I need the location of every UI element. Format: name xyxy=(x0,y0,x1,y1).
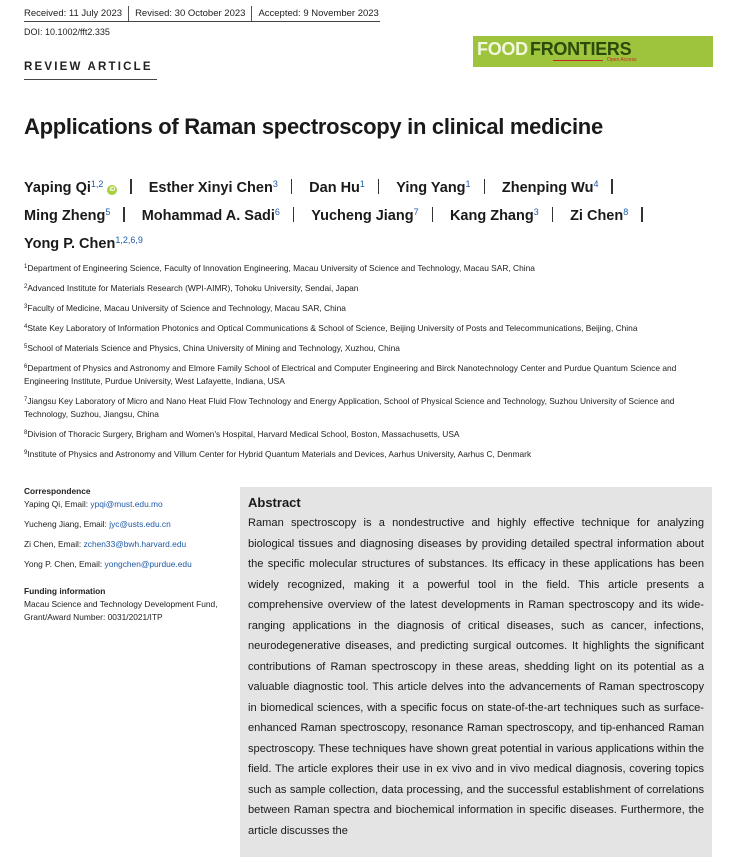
correspondence-item: Yong P. Chen, Email: yongchen@purdue.edu xyxy=(24,559,192,569)
author[interactable]: Mohammad A. Sadi$^6$ xyxy=(142,200,295,228)
affiliation: $^8$Division of Thoracic Surgery, Brigham and Women's Hospital, Harvard Medical School, Boston, Massachusetts, USA xyxy=(24,428,460,439)
correspondence-item: Zi Chen, Email: zchen33@bwh.harvard.edu xyxy=(24,539,187,549)
affiliation: $^1$Department of Engineering Science, Faculty of Innovation Engineering, Macau University of Science and Technology, Macau SAR, China xyxy=(24,263,535,273)
open-access-rule xyxy=(553,60,603,61)
affiliations xyxy=(24,261,714,467)
revised-date: Revised: 30 October 2023 xyxy=(135,8,246,20)
abstract-heading: Abstract xyxy=(248,495,301,510)
author-separator xyxy=(484,179,485,194)
affiliation: $^3$Faculty of Medicine, Macau University of Science and Technology, Macau SAR, China xyxy=(24,303,346,314)
author-list xyxy=(24,172,714,256)
author[interactable]: Yong P. Chen$^{1,2,6,9}$ xyxy=(24,235,143,252)
author[interactable]: Ying Yang$^1$ xyxy=(396,172,485,200)
orcid-icon[interactable]: iD xyxy=(109,187,116,193)
author[interactable]: Esther Xinyi Chen$^3$ xyxy=(149,172,292,200)
email-link[interactable]: ypqi@must.edu.mo xyxy=(90,499,163,509)
author-separator xyxy=(293,207,294,222)
journal-logo-word-1: FOOD xyxy=(477,39,528,59)
affiliation: $^5$School of Materials Science and Physics, China University of Mining and Technology, Xuzhou, China xyxy=(24,343,400,354)
author[interactable]: Yucheng Jiang$^7$ xyxy=(311,200,433,228)
affiliation: $^7$Jiangsu Key Laboratory of Micro and Nano Heat Fluid Flow Technology and Energy Application, School of Physical Science and Technology, Suzhou University of Science and Technology, Suzhou, Jiangsu, China xyxy=(24,396,675,419)
journal-logo[interactable] xyxy=(473,36,713,67)
email-link[interactable]: zchen33@bwh.harvard.edu xyxy=(83,539,187,549)
divider xyxy=(128,6,129,21)
author[interactable]: Zi Chen$^8$ xyxy=(570,200,642,228)
author-separator xyxy=(378,179,379,194)
author-separator xyxy=(291,179,292,194)
abstract-box xyxy=(240,487,712,857)
author-separator xyxy=(641,207,642,222)
correspondence-heading: Correspondence xyxy=(24,486,91,496)
header-rule xyxy=(24,21,380,22)
received-date: Received: 11 July 2023 xyxy=(24,8,123,20)
article-type: REVIEW ARTICLE xyxy=(24,61,153,73)
email-link[interactable]: yongchen@purdue.edu xyxy=(104,559,192,569)
affiliation: $^9$Institute of Physics and Astronomy and Villum Center for Hybrid Quantum Materials and Devices, Aarhus University, Aarhus C, Denmark xyxy=(24,448,532,459)
sidebar xyxy=(24,485,224,624)
journal-logo-word-2: FRONTIERS xyxy=(530,39,632,59)
affiliation: $^6$Department of Physics and Astronomy and Elmore Family School of Electrical and Computer Engineering and Birck Nanotechnology Center and Purdue Quantum Science and Engineering Institute, Purdue University, West Lafayette, Indiana, USA xyxy=(24,363,677,387)
affiliation: $^4$State Key Laboratory of Information Photonics and Optical Communications & School of Science, Beijing University of Posts and Telecommunications, Beijing, China xyxy=(24,323,638,334)
correspondence-item: Yucheng Jiang, Email: jyc@usts.edu.cn xyxy=(24,519,171,529)
author-separator xyxy=(130,179,131,194)
article-title: Applications of Raman spectroscopy in clinical medicine xyxy=(24,114,603,139)
doi[interactable]: DOI: 10.1002/fft2.335 xyxy=(24,27,110,37)
correspondence-item: Yaping Qi, Email: ypqi@must.edu.mo xyxy=(24,499,163,509)
affiliation: $^2$Advanced Institute for Materials Research (WPI-AIMR), Tohoku University, Sendai, Japan xyxy=(24,283,359,294)
funding-heading: Funding information xyxy=(24,586,106,596)
author-separator xyxy=(123,207,124,222)
author[interactable]: Ming Zheng$^5$ xyxy=(24,200,125,228)
author[interactable]: Zhenping Wu$^4$ xyxy=(502,172,613,200)
accepted-date: Accepted: 9 November 2023 xyxy=(258,8,379,20)
author-separator xyxy=(611,179,612,194)
abstract-text: Raman spectroscopy is a nondestructive and highly effective technique for analyzing biological tissues and diagnosing diseases by providing detailed spectral information about the specific molecular structures of substances. Its efficacy in these applications has been widely recognized, making it a powerful tool in the field. This article presents a comprehensive overview of the latest developments in Raman spectroscopy and its wide-ranging applications in the diagnosis of critical diseases, such as cancer, infections, neurodegenerative diseases, and predicting surgical outcomes. It highlights the significant contributions of Raman spectroscopy in these areas, shedding light on its potential as a valuable diagnostic tool. This article delves into the advancements of Raman spectroscopy in biomedical sciences, with a specific focus on state-of-the-art techniques such as surface-enhanced Raman spectroscopy, resonance Raman spectroscopy, and tip-enhanced Raman spectroscopy. These techniques have shown great potential in various applications within the field. The article explores their use in ex vivo and in vivo medical diagnosis, covering topics such as sample collection, data processing, and the successful establishment of correlations between Raman spectra and biochemical information in specific diseases. Furthermore, the article discusses the xyxy=(248,517,704,837)
funding-text: Macau Science and Technology Development Fund, Grant/Award Number: 0031/2021/ITP xyxy=(24,599,218,622)
article-history xyxy=(24,6,379,21)
author[interactable]: Yaping Qi$^{1,2}$iD xyxy=(24,172,132,200)
funding xyxy=(24,585,224,624)
email-link[interactable]: jyc@usts.edu.cn xyxy=(109,519,171,529)
author[interactable]: Dan Hu$^1$ xyxy=(309,172,379,200)
author[interactable]: Kang Zhang$^3$ xyxy=(450,200,553,228)
divider xyxy=(251,6,252,21)
open-access-label: Open Access xyxy=(607,57,637,63)
author-separator xyxy=(552,207,553,222)
article-type-rule xyxy=(24,79,157,80)
author-separator xyxy=(432,207,433,222)
